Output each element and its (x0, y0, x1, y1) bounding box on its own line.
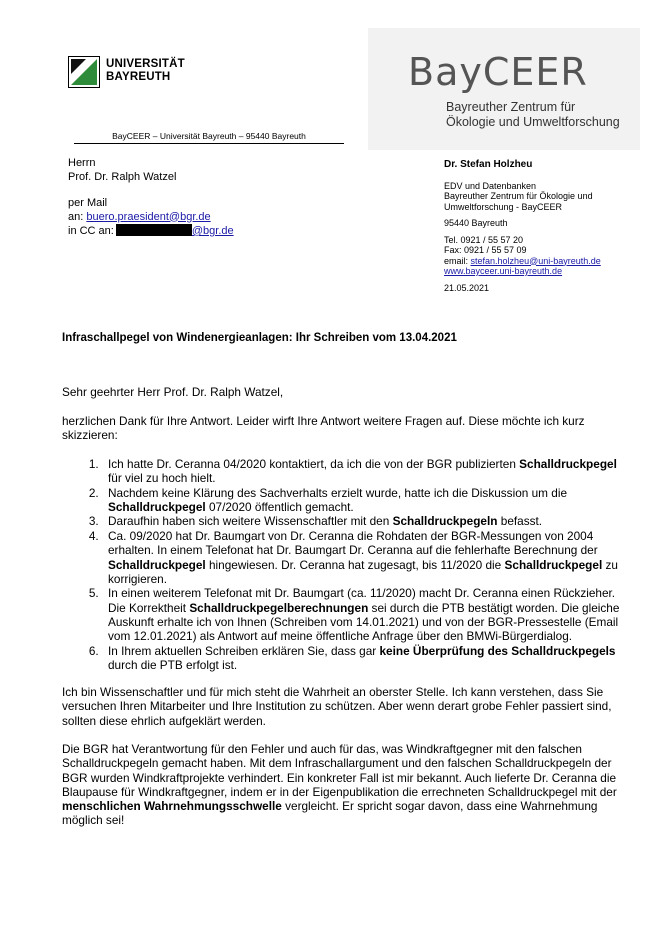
contact-dept3: Umweltforschung - BayCEER (444, 201, 563, 212)
contact-dept2: Bayreuther Zentrum für Ökologie und (444, 191, 593, 201)
letter-subject: Infraschallpegel von Windenergieanlagen: Ihr Schreiben vom 13.04.2021 (62, 332, 457, 344)
letter-salutation: Sehr geehrter Herr Prof. Dr. Ralph Watzel, (62, 385, 284, 399)
contact-fax: Fax: 0921 / 55 57 09 (444, 245, 527, 255)
contact-web-link[interactable]: www.bayceer.uni-bayreuth.de (444, 266, 563, 276)
university-logo (68, 56, 198, 88)
bayceer-subtitle-line1: Bayreuther Zentrum für (446, 100, 576, 114)
contact-city: 95440 Bayreuth (444, 218, 508, 228)
list-item: 5. In einen weiterem Telefonat mit Dr. Baumgart (ca. 11/2020) macht Dr. Ceranna einen Rückzieher. Die Korrektheit Schalldruckpegelberechnungen sei durch die PTB bestätigt worden. Die gleiche Auskunft erhalte ich von Ihnen (Schreiben vom 14.01.2021) und von der BGR-Pressestelle (Email vom 12.01.2021) als Antwort auf meine öffentliche Anfrage über den BMWi-Bürgerdialog. (102, 586, 627, 643)
recipient-salutation: Herrn (68, 157, 96, 169)
bayceer-logo-name: BayCEER (408, 50, 588, 94)
paragraph-2: Ich bin Wissenschaftler und für mich steht die Wahrheit an oberster Stelle. Ich kann verstehen, dass Sie versuchen Ihren Mitarbeiter und Ihre Institution zu schützen. Aber wenn derart grobe Fehler passiert sind, sollten diese ehrlich aufgeklärt werden. (62, 685, 612, 728)
to-label: an: (68, 210, 84, 223)
letter-date: 21.05.2021 (444, 282, 490, 293)
recipient-block (68, 157, 234, 239)
contact-email-line (444, 256, 601, 267)
bayceer-logo-subtitle (446, 100, 620, 130)
recipient-name: Prof. Dr. Ralph Watzel (68, 170, 177, 183)
bayceer-logo (368, 28, 640, 150)
letter-body (62, 385, 627, 842)
contact-name: Dr. Stefan Holzheu (444, 159, 533, 170)
list-item: 2. Nachdem keine Klärung des Sachverhalts erzielt wurde, hatte ich die Diskussion um die Schalldruckpegel 07/2020 öffentlich gemacht. (102, 486, 627, 514)
contact-tel: Tel. 0921 / 55 57 20 (444, 234, 524, 245)
list-item: 6. In Ihrem aktuellen Schreiben erklären Sie, dass gar keine Überprüfung des Schalldruckpegels durch die PTB erfolgt ist. (102, 644, 627, 672)
list-item: 1. Ich hatte Dr. Ceranna 04/2020 kontaktiert, da ich die von der BGR publizierten Schalldruckpegel für viel zu hoch hielt. (102, 457, 627, 485)
to-line (68, 211, 234, 225)
list-item: 4. Ca. 09/2020 hat Dr. Baumgart von Dr. Ceranna die Rohdaten der BGR-Messungen von 2004 erhalten. In einem Telefonat hat Dr. Baumgart Dr. Ceranna auf die fehlerhafte Berechnung der Schalldruckpegel hingewiesen. Dr. Ceranna hat zugesagt, bis 11/2020 die Schalldruckpegel zu korrigieren. (102, 529, 627, 586)
redacted-block (116, 224, 192, 236)
list-item: 3. Daraufhin haben sich weitere Wissenschaftler mit den Schalldruckpegeln befasst. (102, 514, 627, 528)
cc-line (68, 224, 234, 239)
issue-list (62, 457, 627, 673)
sender-address-line: BayCEER – Universität Bayreuth – 95440 Bayreuth (74, 131, 344, 144)
contact-email-label: email: (444, 255, 469, 266)
university-logo-line2: BAYREUTH (106, 71, 171, 83)
contact-email-link[interactable]: stefan.holzheu@uni-bayreuth.de (470, 255, 601, 266)
to-email-link[interactable]: buero.praesident@bgr.de (86, 210, 211, 223)
university-logo-icon (68, 56, 100, 88)
contact-dept1: EDV und Datenbanken (444, 180, 537, 191)
intro-paragraph: herzlichen Dank für Ihre Antwort. Leider wirft Ihre Antwort weitere Fragen auf. Diese möchte ich kurz skizzieren: (62, 413, 585, 442)
bayceer-subtitle-line2: Ökologie und Umweltforschung (446, 115, 620, 129)
cc-label: in CC an: (68, 225, 114, 237)
mail-label: per Mail (68, 197, 108, 209)
paragraph-3: Die BGR hat Verantwortung für den Fehler und auch für das, was Windkraftgegner mit den falschen Schalldruckpegeln gemacht haben. Mit dem Infraschallargument und den falschen Schalldruckpegeln der BGR wurden Windkraftprojekte verhindert. Ein konkreter Fall ist mir bekannt. Auch lieferte Dr. Ceranna die Blaupause für Windkraftgegner, indem er in der Eigenpublikation die errechneten Schalldruckpegel mit der menschlichen Wahrnehmungsschwelle vergleicht. Er spricht sogar davon, dass eine Wahrnehmung möglich sei! (62, 742, 617, 828)
contact-block (444, 160, 601, 293)
university-logo-text (106, 58, 185, 84)
cc-email-link[interactable]: @bgr.de (191, 225, 234, 237)
university-logo-line1: UNIVERSITÄT (106, 58, 185, 70)
